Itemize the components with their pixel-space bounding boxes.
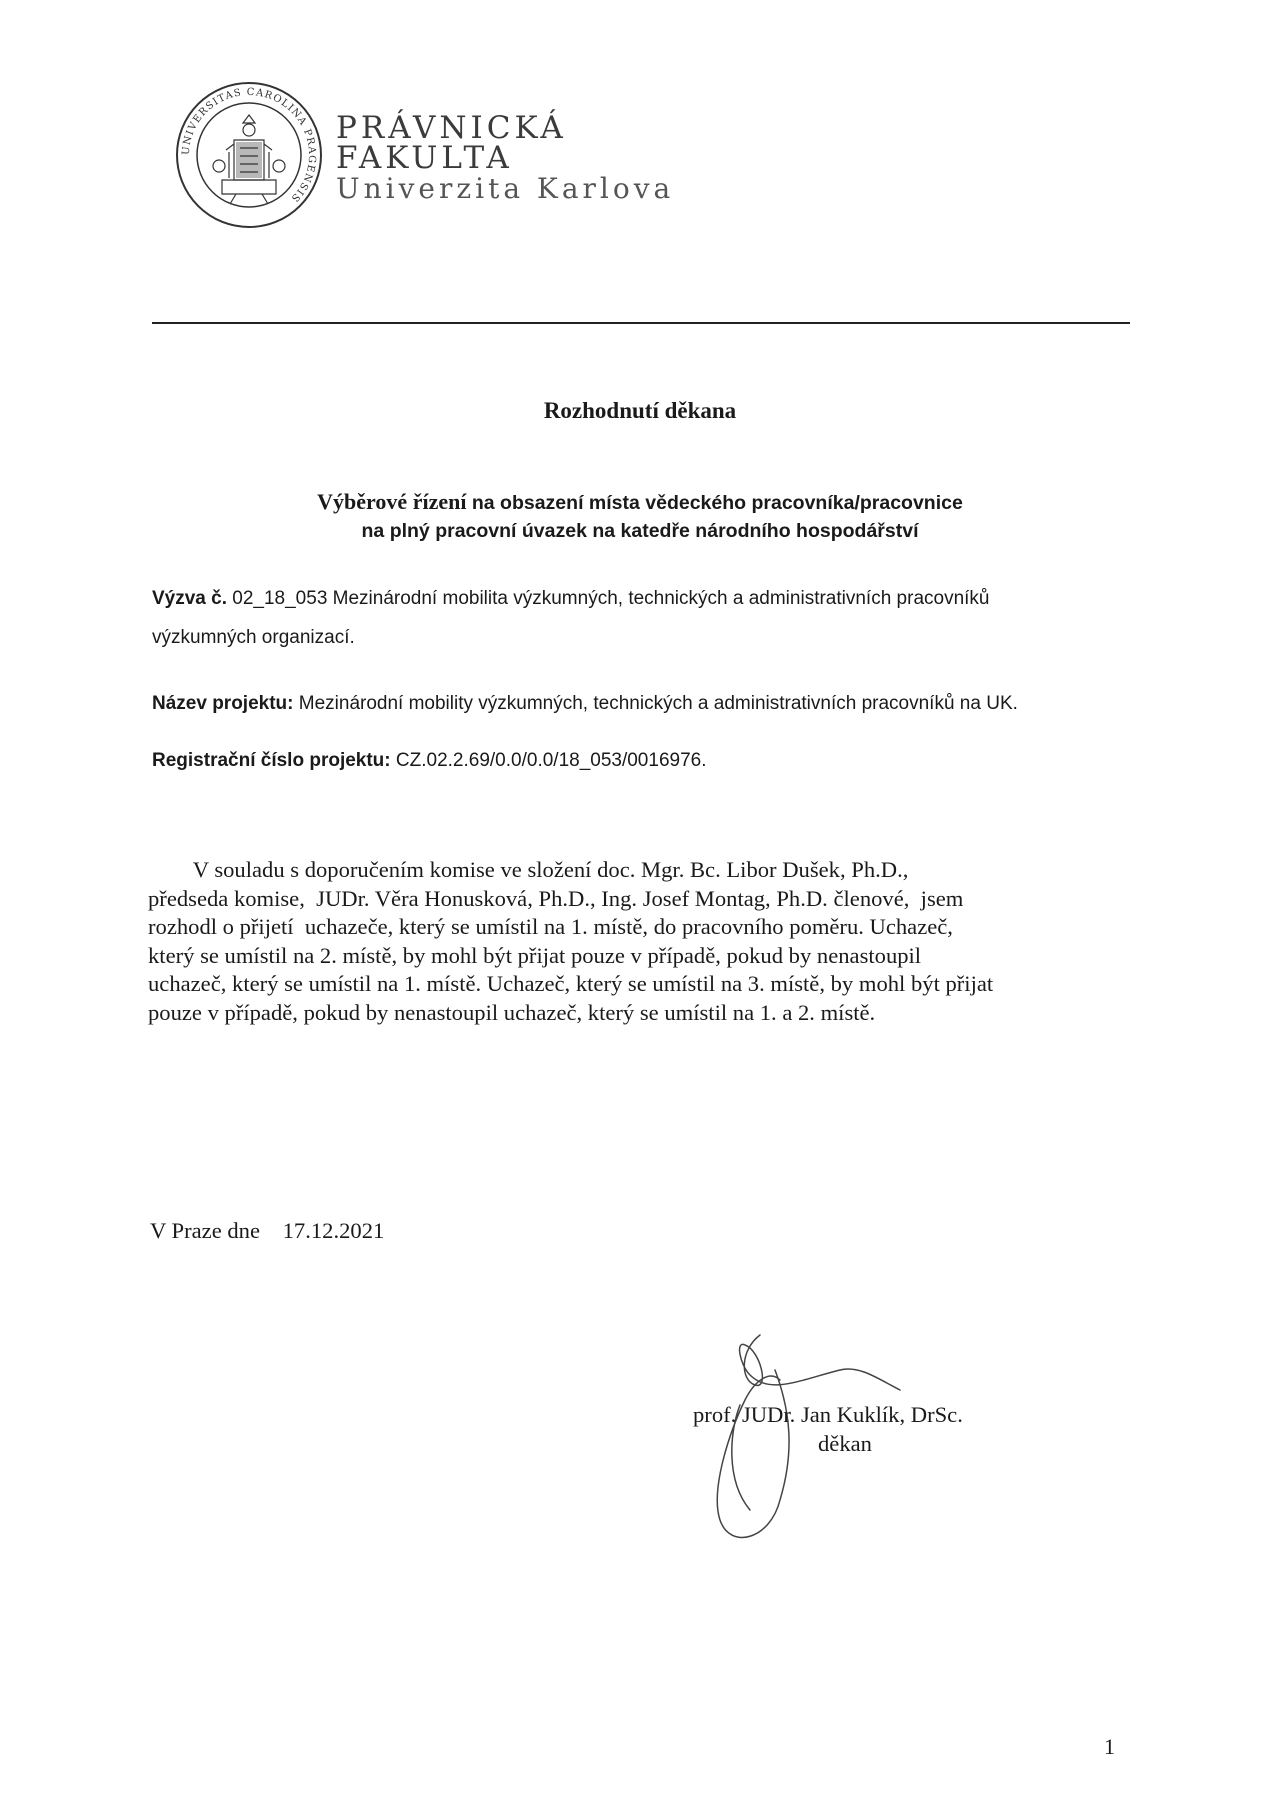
decision-paragraph: V souladu s doporučením komise ve složení doc. Mgr. Bc. Libor Dušek, Ph.D., předseda komise, JUDr. Věra Honusková, Ph.D., Ing. Josef Montag, Ph.D. členové, jsem rozhodl o přijetí uchazeče, který se umístil na 1. místě, do pracovního poměru. Uchazeč, který se umístil na 2. místě, by mohl být přijat pouze v případě, pokud by nenastoupil uchazeč, který se umístil na 1. místě. Uchazeč, který se umístil na 3. místě, by mohl být přijat pouze v případě, pokud by nenastoupil uchazeč, který se umístil na 1. a 2. místě.	[148, 857, 994, 1025]
svg-text:UNIVERSITAS CAROLINA PRAGENSIS: UNIVERSITAS CAROLINA PRAGENSIS	[180, 86, 318, 205]
call-number-text: 02_18_053 Mezinárodní mobilita výzkumných, technických a administrativních pracovníků	[227, 588, 990, 609]
header-divider	[152, 322, 1130, 324]
date-line	[150, 1218, 384, 1244]
document-title: Rozhodnutí děkana	[543, 398, 737, 423]
faculty-name-line1: PRÁVNICKÁ	[336, 110, 567, 146]
date-value: 17.12.2021	[282, 1218, 385, 1243]
university-seal-icon	[174, 80, 324, 230]
faculty-name-line2: FAKULTA	[336, 140, 513, 176]
registration-number-text: CZ.02.2.69/0.0/0.0/18_053/0016976.	[390, 750, 707, 771]
registration-number-line	[152, 750, 1128, 772]
subtitle-line2: na plný pracovní úvazek na katedře národního hospodářství	[361, 520, 919, 542]
signer-name: prof. JUDr. Jan Kuklík, DrSc.	[693, 1402, 963, 1427]
project-name-text: Mezinárodní mobility výzkumných, technických a administrativních pracovníků na UK.	[293, 693, 1018, 714]
registration-number-label: Registrační číslo projektu:	[152, 750, 391, 771]
subtitle-line1-rest: na obsazení místa vědeckého pracovníka/pracovnice	[466, 492, 963, 514]
signer-role: děkan	[818, 1431, 872, 1456]
subtitle-line1	[0, 489, 1280, 515]
call-number-line	[152, 588, 1128, 610]
date-label: V Praze dne	[150, 1218, 261, 1243]
university-name: Univerzita Karlova	[336, 172, 675, 205]
project-name-label: Název projektu:	[152, 693, 294, 714]
subtitle-emphasis: Výběrové řízení	[317, 489, 467, 514]
project-name-line	[152, 693, 1128, 715]
call-number-line2: výzkumných organizací.	[152, 627, 355, 648]
call-number-label: Výzva č.	[152, 588, 227, 609]
page-number: 1	[1104, 1734, 1115, 1759]
